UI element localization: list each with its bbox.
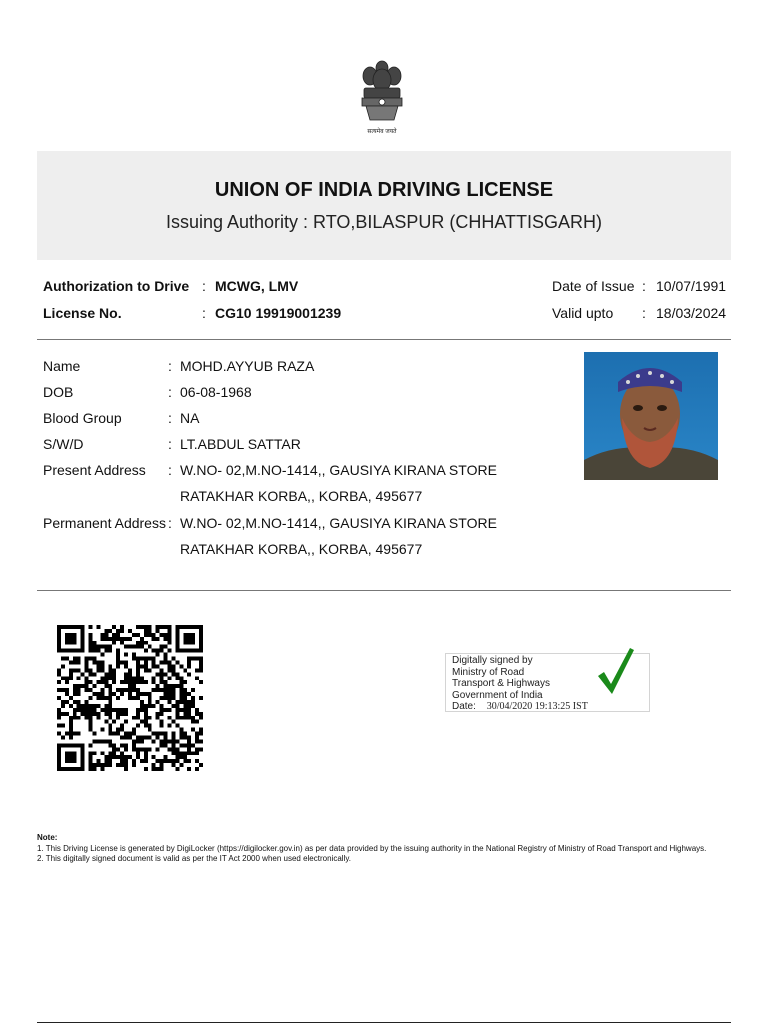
name-label: Name [43, 358, 81, 374]
signature-line-2: Ministry of Road [452, 666, 525, 678]
name-value: MOHD.AYYUB RAZA [180, 358, 315, 374]
issue-date-value: 10/07/1991 [656, 278, 727, 294]
signature-line-4: Government of India [452, 689, 543, 701]
colon: : [202, 278, 206, 294]
colon: : [168, 436, 172, 452]
permanent-address-label: Permanent Address [43, 515, 166, 531]
colon: : [168, 462, 172, 478]
license-no-value: CG10 19919001239 [215, 305, 342, 321]
divider [37, 339, 731, 340]
signature-line-3: Transport & Highways [452, 678, 550, 689]
blood-group-label: Blood Group [43, 410, 122, 426]
present-address-line1: W.NO- 02,M.NO-1414,, GAUSIYA KIRANA STORE [180, 462, 497, 478]
dob-label: DOB [43, 384, 74, 400]
present-address-label: Present Address [43, 462, 146, 478]
issuing-authority: Issuing Authority : RTO,BILASPUR (CHHATTISGARH) [165, 212, 603, 232]
signature-date-label: Date: [452, 701, 476, 712]
issue-date-label: Date of Issue [552, 278, 635, 294]
colon: : [168, 384, 172, 400]
colon: : [168, 515, 172, 531]
auth-label: Authorization to Drive [43, 278, 190, 294]
note-heading: Note: [37, 833, 58, 842]
permanent-address-line1: W.NO- 02,M.NO-1414,, GAUSIYA KIRANA STORE [180, 515, 497, 531]
permanent-address-line2: RATAKHAR KORBA,, KORBA, 495677 [180, 541, 423, 557]
document-title: UNION OF INDIA DRIVING LICENSE [214, 179, 554, 201]
note-line-1: 1. This Driving License is generated by DigiLocker (https://digilocker.gov.in) as per data provided by the issuing authority in the National Registry of Ministry of Road Transport and Highways. [37, 843, 707, 853]
digital-signature-box [445, 653, 650, 712]
qr-code [52, 625, 208, 771]
divider [37, 590, 731, 591]
swd-label: S/W/D [43, 436, 84, 452]
signature-line-1: Digitally signed by [452, 655, 533, 666]
checkmark-icon [596, 646, 636, 698]
holder-photo [584, 352, 718, 480]
signature-date [452, 701, 588, 712]
colon: : [202, 305, 206, 321]
dob-value: 06-08-1968 [180, 384, 252, 400]
colon: : [168, 410, 172, 426]
note-section [37, 833, 737, 865]
swd-value: LT.ABDUL SATTAR [180, 436, 301, 452]
footer-rule [37, 1022, 731, 1023]
qr-finder-pattern [175, 625, 203, 653]
license-no-label: License No. [43, 305, 122, 321]
qr-finder-pattern [57, 743, 85, 771]
qr-finder-pattern [57, 625, 85, 653]
emblem-motto: सत्यमेव जयते [367, 129, 397, 135]
present-address-line2: RATAKHAR KORBA,, KORBA, 495677 [180, 488, 423, 504]
colon: : [642, 278, 646, 294]
note-line-2: 2. This digitally signed document is valid as per the IT Act 2000 when used electronically. [37, 854, 351, 863]
national-emblem-icon [354, 56, 410, 138]
colon: : [642, 305, 646, 321]
blood-group-value: NA [180, 410, 200, 426]
signature-date-value: 30/04/2020 19:13:25 IST [486, 701, 588, 712]
colon: : [168, 358, 172, 374]
title-band [37, 151, 731, 260]
auth-value: MCWG, LMV [215, 278, 299, 294]
valid-upto-label: Valid upto [552, 305, 614, 321]
valid-upto-value: 18/03/2024 [656, 305, 727, 321]
